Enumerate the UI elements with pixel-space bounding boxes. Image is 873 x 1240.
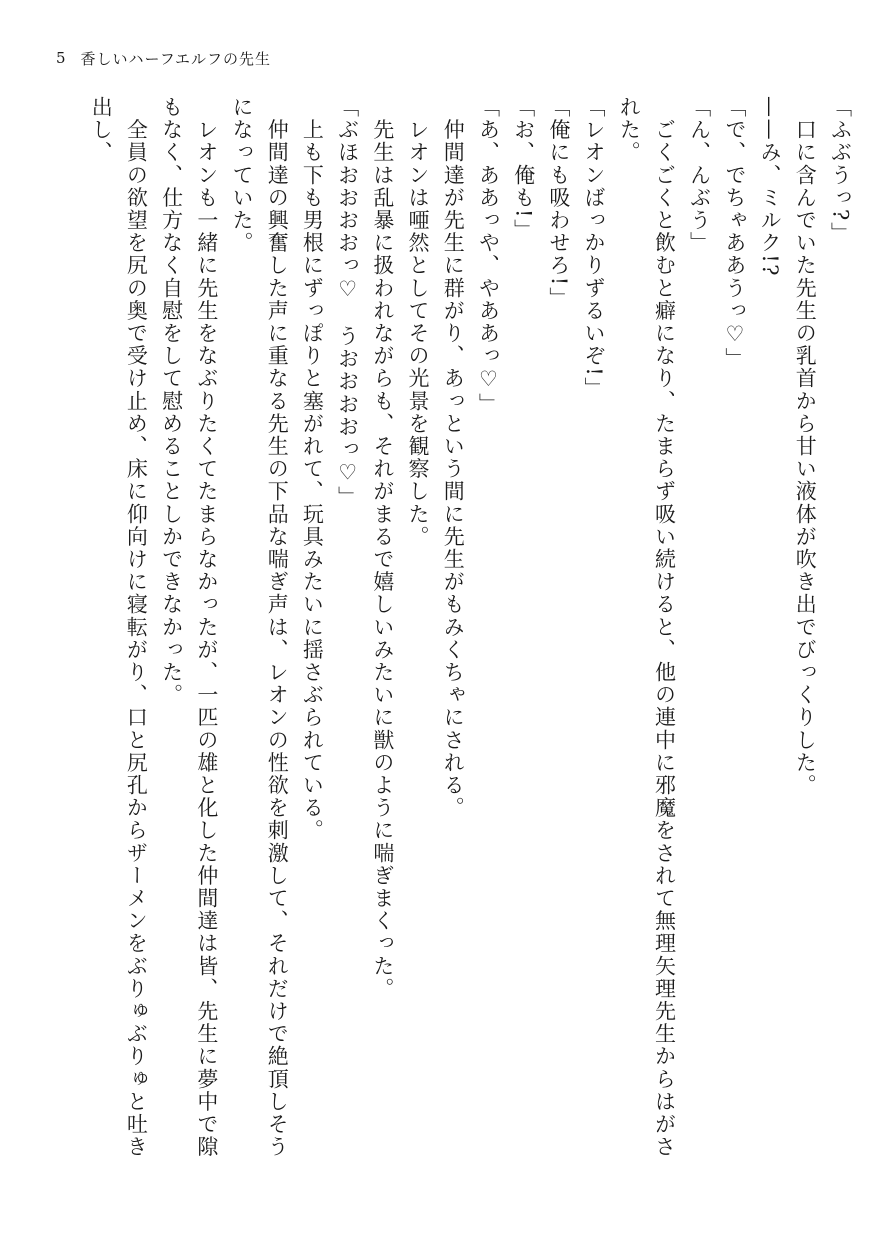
paragraph: ごくごくと飲むと癖になり、たまらず吸い続けると、他の連中に邪魔をされて無理矢理先生からはがされた。 [617,96,677,1159]
paragraph: 「お、俺も!」 [511,96,536,242]
paragraph: 「ん、んぶう」 [687,96,712,255]
paragraph: 「で、でちゃああうっ♡」 [722,96,747,371]
paragraph: 全員の欲望を尻の奥で受け止め、床に仰向けに寝転がり、口と尻孔からザーメンをぶりゅぶりゅと吐き出し、 [89,96,149,1159]
vertical-text-column [83,96,857,1176]
paragraph: 「ふぶうっ?」 [828,96,853,245]
paragraph: 「俺にも吸わせろ!」 [546,96,571,310]
paragraph: 先生は乱暴に扱われながらも、それがまるで嬉しいみたいに獣のように喘ぎまくった。 [370,96,395,1000]
paragraph: 「あ、ああっや、やああっ♡」 [476,96,501,416]
paragraph: ——み、ミルク!? [758,96,783,278]
paragraph: 仲間達が先生に群がり、あっという間に先生がもみくちゃにされる。 [441,96,466,820]
paragraph: 仲間達の興奮した声に重なる先生の下品な喘ぎ声は、レオンの性欲を刺激して、それだけで絶頂しそうになっていた。 [230,96,290,1159]
page-number: 5 [56,49,67,67]
paragraph: 「レオンばっかりずるいぞ!」 [582,96,607,400]
paragraph: レオンも一緒に先生をなぶりたくてたまらなかったが、一匹の雄と化した仲間達は皆、先生に夢中で隙もなく、仕方なく自慰をして慰めることしかできなかった。 [159,96,219,1159]
paragraph: レオンは唖然としてその光景を観察した。 [406,96,431,548]
book-title: 香しいハーフエルフの先生 [80,49,272,68]
page-body [83,96,853,1176]
paragraph: 「ぶほおおおおっ♡ うおおおおっ♡」 [335,96,360,509]
running-header [56,46,271,70]
paragraph: 口に含んでいた先生の乳首から甘い液体が吹き出でびっくりした。 [793,96,818,797]
paragraph: 上も下も男根にずっぽりと塞がれて、玩具みたいに揺さぶられている。 [300,96,325,842]
